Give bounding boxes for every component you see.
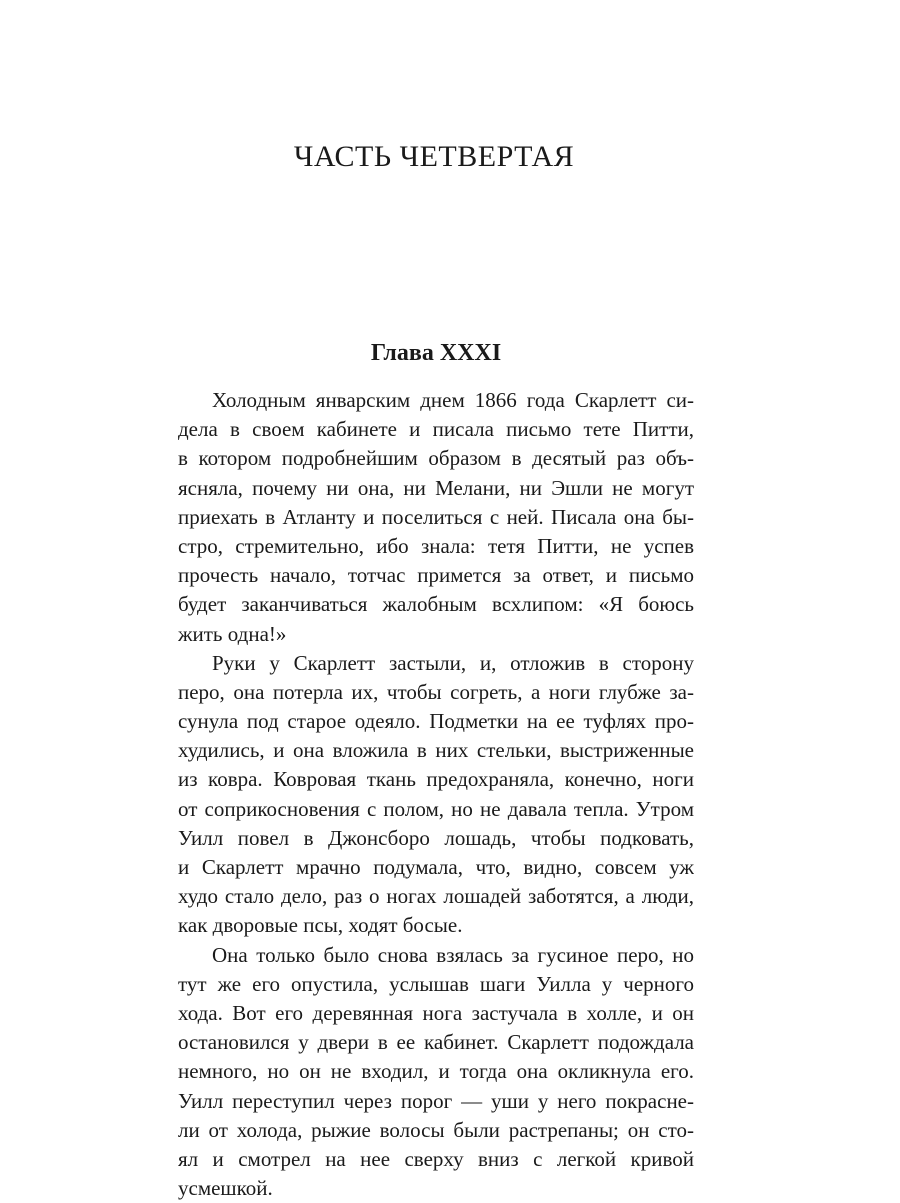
text-line: ял и смотрел на нее сверху вниз с легкой кривой [178, 1146, 694, 1171]
chapter-title: Глава XXXI [370, 340, 502, 366]
text-line: приехать в Атланту и поселиться с ней. Писала она бы- [178, 504, 694, 529]
text-line: Холодным январским днем 1866 года Скарлетт си- [212, 388, 694, 412]
text-line: жить одна!» [178, 621, 287, 646]
text-line: будет заканчиваться жалобным всхлипом: «Я боюсь [178, 592, 694, 617]
text-line: как дворовые псы, ходят босые. [178, 913, 463, 938]
text-line: остановился у двери в ее кабинет. Скарлетт подождала [178, 1030, 694, 1055]
text-line: из ковра. Ковровая ткань предохраняла, конечно, ноги [178, 767, 694, 792]
text-line: немного, но он не входил, и тогда она окликнула его. [178, 1059, 694, 1084]
text-line: дела в своем кабинете и писала письмо тете Питти, [178, 417, 694, 442]
text-line: ли от холода, рыжие волосы были растрепаны; он сто- [178, 1117, 694, 1142]
text-line: усмешкой. [178, 1176, 273, 1201]
part-title: ЧАСТЬ ЧЕТВЕРТАЯ [293, 140, 575, 173]
text-line: Руки у Скарлетт застыли, и, отложив в сторону [212, 650, 694, 675]
text-line: и Скарлетт мрачно подумала, что, видно, совсем уж [178, 855, 694, 879]
text-line: в котором подробнейшим образом в десятый раз объ- [178, 446, 694, 471]
text-line: прочесть начало, тотчас примется за ответ, и письмо [178, 563, 694, 588]
text-line: тут же его опустила, услышав шаги Уилла у черного [178, 971, 694, 996]
text-line: от соприкосновения с полом, но не давала тепла. Утром [178, 796, 694, 821]
text-line: худо стало дело, раз о ногах лошадей заботятся, а люди, [178, 884, 694, 909]
text-line: хода. Вот его деревянная нога застучала в холле, и он [178, 1000, 694, 1025]
text-line: Она только было снова взялась за гусиное перо, но [212, 942, 694, 967]
text-line: стро, стремительно, ибо знала: тетя Питти, не успев [178, 533, 694, 558]
text-line: сунула под старое одеяло. Подметки на ее туфлях про- [178, 709, 694, 734]
body-text [178, 386, 694, 1203]
text-line: Уилл повел в Джонсборо лошадь, чтобы подковать, [178, 825, 694, 850]
text-line: ясняла, почему ни она, ни Мелани, ни Эшли не могут [178, 475, 694, 500]
text-line: перо, она потерла их, чтобы согреть, а ноги глубже за- [178, 679, 694, 704]
text-line: худились, и она вложила в них стельки, выстриженные [178, 738, 694, 763]
text-line: Уилл переступил через порог — уши у него покрасне- [178, 1088, 694, 1113]
